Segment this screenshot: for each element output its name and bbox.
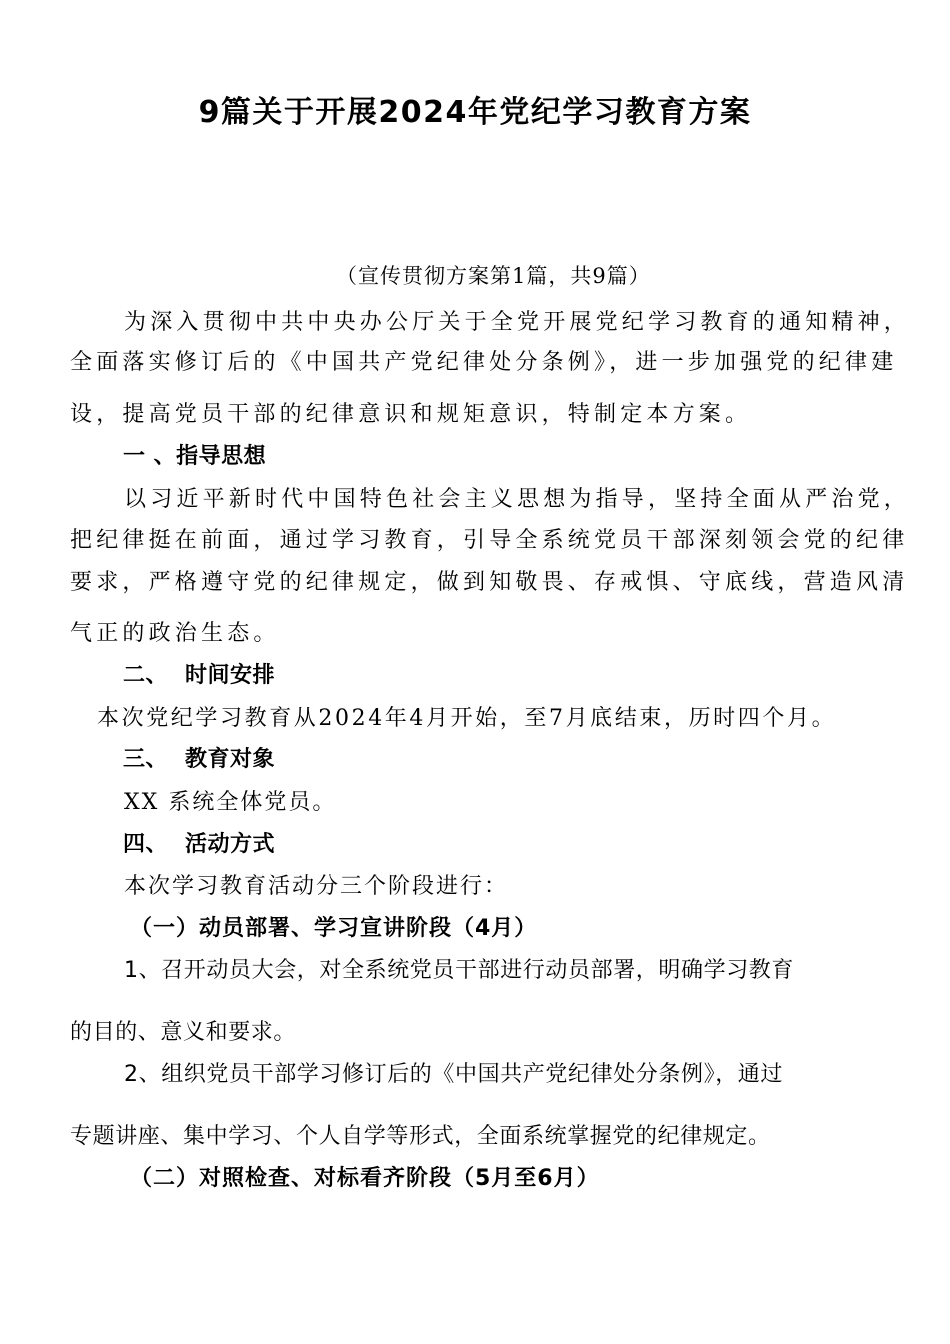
phase1-item2-line-1: 2、组织党员干部学习修订后的《中国共产党纪律处分条例》，通过 [124, 1062, 783, 1087]
section3-heading-text: 教育对象 [185, 747, 276, 772]
section1-line-4: 气正的政治生态。 [70, 621, 280, 646]
section1-line-1: 以习近平新时代中国特色社会主义思想为指导，坚持全面从严治党， [124, 487, 911, 512]
section2-heading-text: 时间安排 [185, 663, 276, 688]
section4-heading-text: 活动方式 [185, 832, 276, 857]
section-heading-schedule [0, 665, 950, 687]
document-subtitle: （宣传贯彻方案第1篇，共9篇） [336, 264, 651, 288]
section2-line: 本次党纪学习教育从2024年4月开始，至7月底结束，历时四个月。 [97, 706, 837, 731]
document-title: 9篇关于开展2024年党纪学习教育方案 [198, 95, 752, 130]
intro-line-1: 为深入贯彻中共中央办公厅关于全党开展党纪学习教育的通知精神， [124, 310, 911, 335]
section1-line-3: 要求，严格遵守党的纪律规定，做到知敬畏、存戒惧、守底线，营造风清 [70, 570, 909, 595]
phase1-heading: （一）动员部署、学习宣讲阶段（4月） [130, 916, 538, 941]
phase1-item1-line-2: 的目的、意义和要求。 [70, 1020, 297, 1045]
phase1-item2-line-2: 专题讲座、集中学习、个人自学等形式，全面系统掌握党的纪律规定。 [70, 1124, 771, 1149]
section3-number: 三、 [123, 747, 169, 772]
phase2-heading: （二）对照检查、对标看齐阶段（5月至6月） [130, 1166, 600, 1191]
section3-line: XX 系统全体党员。 [124, 790, 337, 815]
section-heading-activity [0, 834, 950, 856]
section1-line-2: 把纪律挺在前面，通过学习教育，引导全系统党员干部深刻领会党的纪律 [70, 528, 909, 553]
section2-number: 二、 [123, 663, 169, 688]
section-heading-guiding-thought: 一 、指导思想 [123, 444, 267, 469]
section4-number: 四、 [123, 832, 169, 857]
intro-line-3: 设，提高党员干部的纪律意识和规矩意识，特制定本方案。 [70, 402, 752, 427]
phase1-item1-line-1: 1、召开动员大会，对全系统党员干部进行动员部署，明确学习教育 [124, 958, 794, 983]
section-heading-audience [0, 749, 950, 771]
section4-line: 本次学习教育活动分三个阶段进行： [124, 874, 509, 899]
intro-line-2: 全面落实修订后的《中国共产党纪律处分条例》，进一步加强党的纪律建 [70, 350, 898, 375]
